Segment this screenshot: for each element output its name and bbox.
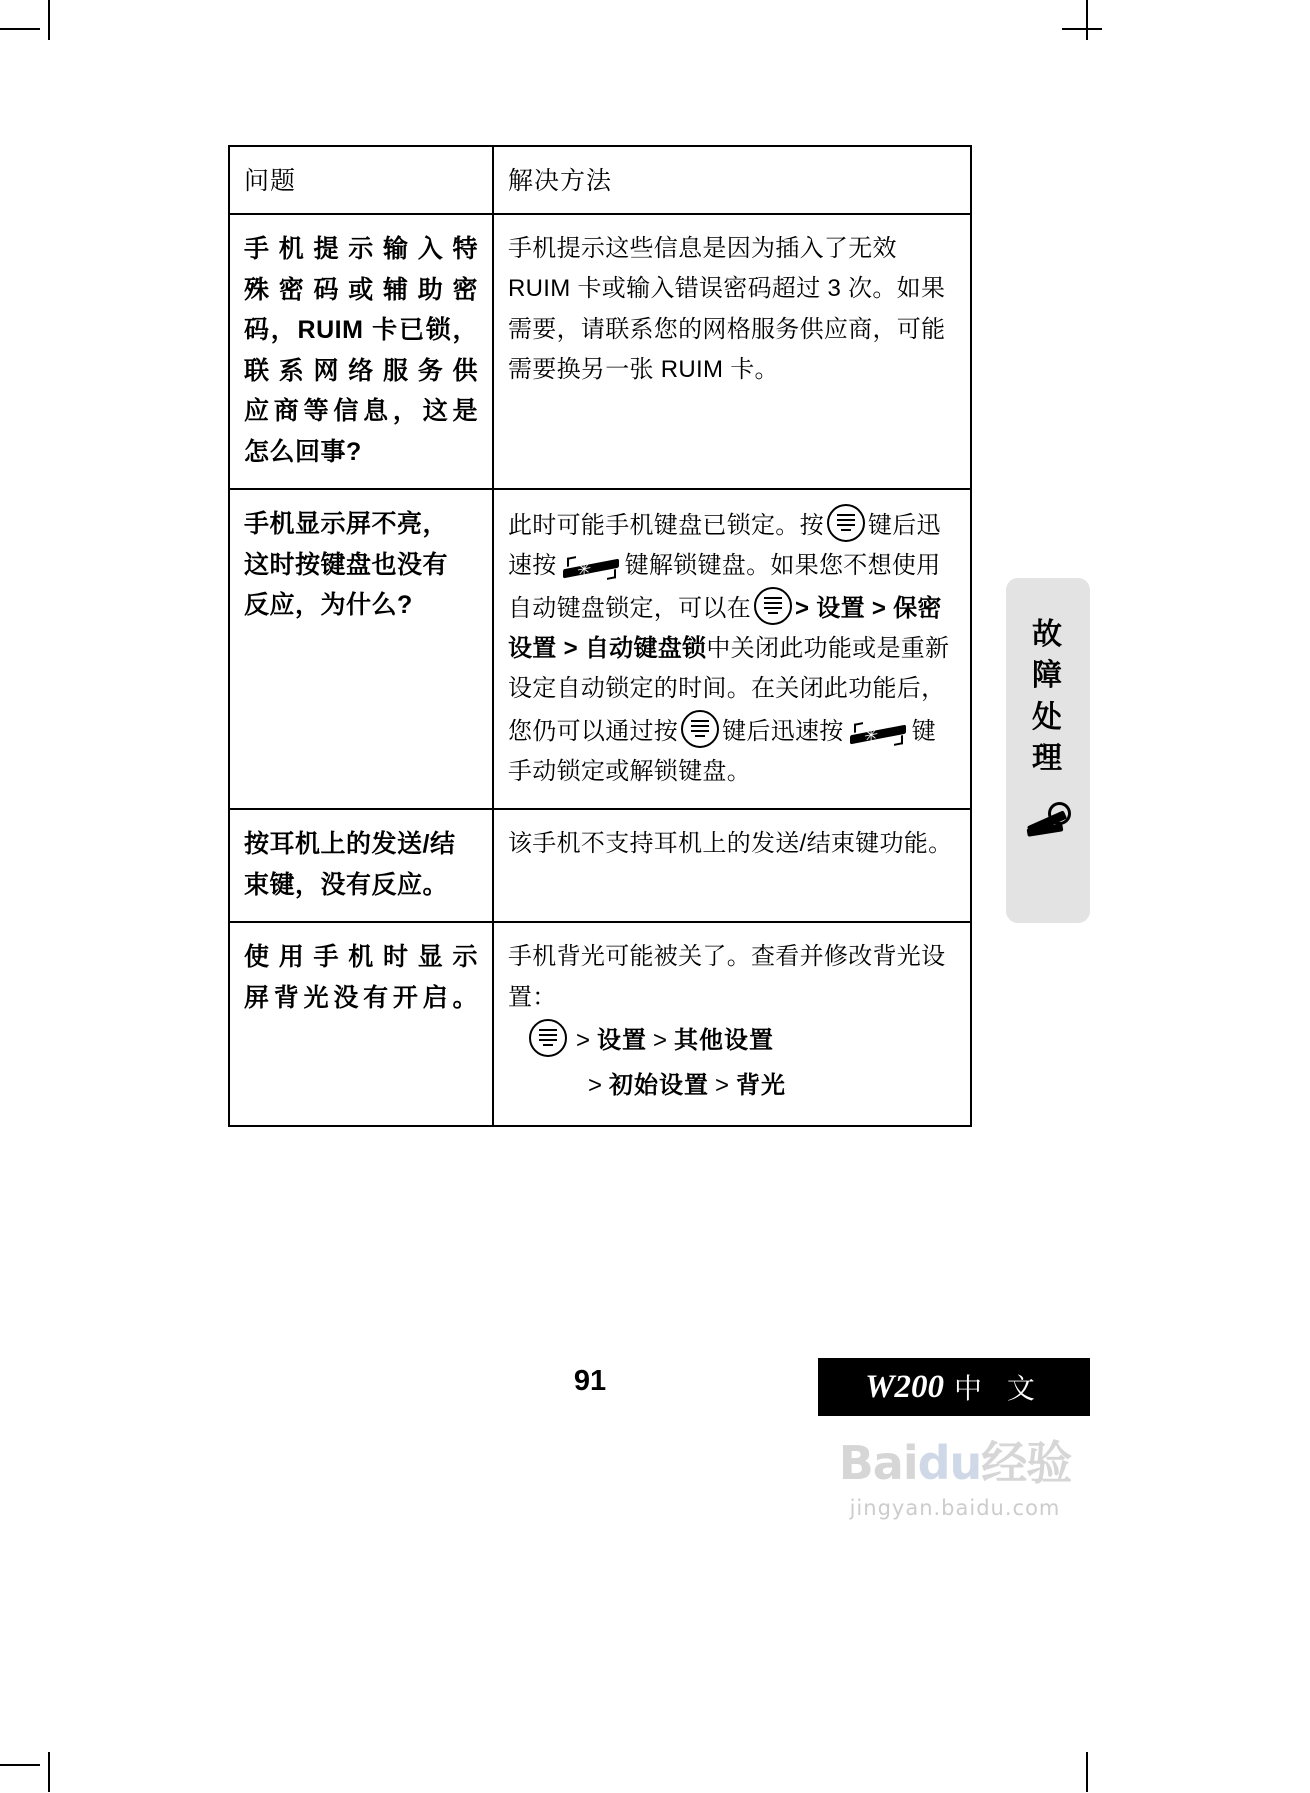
question-line: 殊密码或辅助密 xyxy=(244,275,478,304)
model-name: W200 xyxy=(865,1368,944,1405)
path-step: 背光 xyxy=(736,1072,787,1100)
table-row xyxy=(229,809,971,922)
crop-mark-top-right xyxy=(1086,0,1088,40)
answer-menu-path: > 设置 > 保密设置 > 自动键盘锁 xyxy=(508,594,942,662)
answer-text: 该手机不支持耳机上的发送/结束键功能。 xyxy=(508,830,953,858)
question-line: 按耳机上的发送/结 xyxy=(244,830,456,859)
star-key-icon: ✳ xyxy=(848,717,908,747)
answer-cell xyxy=(493,809,971,922)
path-step: 其他设置 xyxy=(674,1026,775,1054)
answer-text: 手机提示这些信息是因为插入了无效 RUIM 卡或输入错误密码超过 3 次。如果需要，请联系您的网格服务供应商，可能需要换另一张 RUIM 卡。 xyxy=(508,235,946,383)
page-number: 91 xyxy=(573,1365,607,1397)
watermark xyxy=(810,1436,1100,1520)
path-separator: > xyxy=(715,1072,731,1100)
crop-mark-bottom-left-h xyxy=(0,1764,40,1766)
crop-mark-top-left xyxy=(48,0,50,40)
question-cell xyxy=(229,922,493,1126)
path-separator: > xyxy=(588,1072,604,1100)
crop-mark-bottom-left xyxy=(48,1752,50,1792)
path-step: 设置 xyxy=(597,1026,648,1054)
language-label: 中 文 xyxy=(953,1372,1043,1405)
column-header-solution: 解决方法 xyxy=(493,146,971,214)
question-line: 怎么回事? xyxy=(244,437,362,466)
answer-text-part: 此时可能手机键盘已锁定。按 xyxy=(508,512,824,539)
question-line: 束键，没有反应。 xyxy=(244,870,449,899)
answer-text-part: 中关闭此功能或是重新设定自动锁定的时间。在关闭此功能后，您仍可以通过按 xyxy=(508,634,950,745)
question-line: 反应，为什么? xyxy=(244,591,413,619)
answer-text-part: 键手动锁定或解锁键盘。 xyxy=(508,717,936,785)
section-side-tab xyxy=(1006,578,1090,923)
question-line: 码，RUIM 卡已锁， xyxy=(244,316,478,344)
watermark-main xyxy=(810,1436,1100,1490)
path-separator: > xyxy=(576,1026,592,1054)
answer-text-part: 键后迅速按 xyxy=(508,512,941,580)
watermark-url: jingyan.baidu.com xyxy=(849,1496,1061,1520)
side-tab-char: 障 xyxy=(1032,658,1064,694)
menu-key-icon xyxy=(529,1019,567,1057)
column-header-question: 问题 xyxy=(229,146,493,214)
watermark-part: 经验 xyxy=(981,1436,1072,1490)
question-cell xyxy=(229,809,493,922)
answer-cell xyxy=(493,922,971,1126)
path-separator: > xyxy=(653,1026,669,1054)
watermark-part: du xyxy=(917,1436,982,1490)
question-line: 联系网络服务供 xyxy=(244,356,478,385)
answer-cell xyxy=(493,214,971,489)
table-row xyxy=(229,214,971,489)
table-row xyxy=(229,489,971,809)
wrench-gear-icon xyxy=(1025,802,1071,846)
model-badge xyxy=(818,1358,1090,1416)
crop-mark-top-right-h xyxy=(1062,28,1102,30)
answer-intro: 手机背光可能被关了。查看并修改背光设置： xyxy=(508,943,946,1011)
question-cell xyxy=(229,214,493,489)
star-key-icon: ✳ xyxy=(561,551,621,581)
answer-text-part: 键解锁键盘。如果您不想使用自动键盘锁定，可以在 xyxy=(508,552,941,622)
table-row xyxy=(229,922,971,1126)
side-tab-char: 处 xyxy=(1032,699,1064,735)
side-tab-char: 理 xyxy=(1032,741,1064,777)
question-line: 使用手机时显示 xyxy=(244,943,478,972)
question-line: 这时按键盘也没有 xyxy=(244,550,449,579)
troubleshooting-table xyxy=(228,145,972,1127)
answer-cell xyxy=(493,489,971,809)
table-header-row xyxy=(229,146,971,214)
question-line: 手机显示屏不亮， xyxy=(244,510,449,538)
question-line: 屏背光没有开启。 xyxy=(244,983,478,1012)
menu-key-icon xyxy=(827,504,865,542)
question-line: 手机提示输入特 xyxy=(244,235,478,263)
answer-text-part: 键后迅速按 xyxy=(722,717,844,745)
menu-key-icon xyxy=(681,710,719,748)
path-step: 初始设置 xyxy=(609,1072,710,1100)
menu-key-icon xyxy=(754,587,792,625)
menu-path-line-1 xyxy=(508,1018,956,1064)
crop-mark-bottom-right xyxy=(1086,1752,1088,1792)
menu-path-line-2 xyxy=(508,1063,956,1109)
question-line: 应商等信息，这是 xyxy=(244,397,478,425)
question-cell xyxy=(229,489,493,809)
crop-mark-top-left-h xyxy=(0,28,40,30)
side-tab-char: 故 xyxy=(1032,617,1064,652)
watermark-part: Bai xyxy=(838,1436,918,1490)
